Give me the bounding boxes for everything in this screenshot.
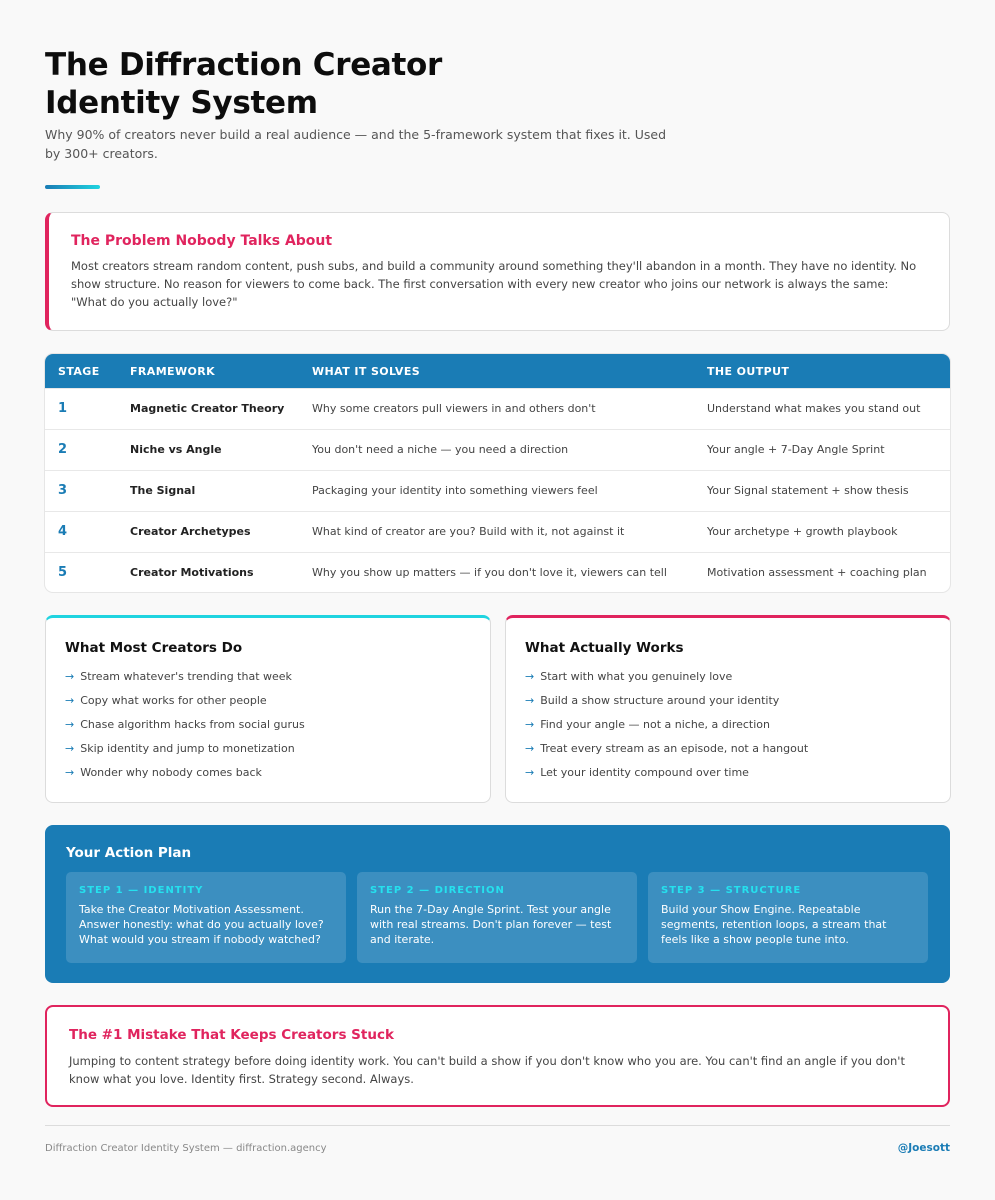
problem-body: Most creators stream random content, push subs, and build a community around something they'll abandon in a month. They have no identity. No show structure. No reason for viewers to come back. The first conversation with every new creator who joins our network is always the same: "What do you actually love?"	[71, 259, 917, 309]
framework-name: Niche vs Angle	[130, 443, 222, 456]
framework-name: Creator Archetypes	[130, 525, 251, 538]
page-subtitle: Why 90% of creators never build a real audience — and the 5-framework system that fixes it. Used by 300+ creators.	[45, 127, 667, 161]
arrow-right-icon: →	[65, 766, 75, 779]
list-item-text: Wonder why nobody comes back	[80, 766, 262, 779]
step-label: STEP 3 — STRUCTURE	[661, 885, 802, 896]
step-text: Build your Show Engine. Repeatable segments, retention loops, a stream that feels like a show people tune into.	[661, 903, 887, 946]
list-item-text: Treat every stream as an episode, not a hangout	[540, 742, 809, 755]
problem-heading: The Problem Nobody Talks About	[71, 233, 333, 249]
solves-text: You don't need a niche — you need a direction	[312, 443, 569, 456]
table-header	[45, 354, 950, 388]
list-item	[525, 694, 931, 718]
list-item	[65, 742, 471, 766]
list-item-text: Chase algorithm hacks from social gurus	[80, 718, 305, 731]
step-card-identity	[66, 872, 346, 963]
header-output: THE OUTPUT	[707, 365, 790, 378]
output-text: Your angle + 7-Day Angle Sprint	[707, 443, 885, 456]
list-item-text: Copy what works for other people	[80, 694, 267, 707]
output-text: Your archetype + growth playbook	[707, 525, 898, 538]
list-item	[525, 742, 931, 766]
list-item-text: Start with what you genuinely love	[540, 670, 733, 683]
table-row	[45, 470, 950, 511]
arrow-right-icon: →	[525, 694, 535, 707]
list-item-text: Skip identity and jump to monetization	[80, 742, 295, 755]
footer-divider	[45, 1125, 950, 1126]
header-framework: FRAMEWORK	[130, 365, 216, 378]
mistake-body: Jumping to content strategy before doing identity work. You can't build a show if you don't know who you are. You can't find an angle if you don't know what you love. Identity first. Strategy second. Always.	[69, 1054, 905, 1086]
stage-number: 4	[58, 524, 68, 539]
arrow-right-icon: →	[525, 670, 535, 683]
table-row	[45, 388, 950, 429]
output-text: Motivation assessment + coaching plan	[707, 566, 927, 579]
list-item	[65, 718, 471, 742]
solves-text: Why you show up matters — if you don't love it, viewers can tell	[312, 566, 667, 579]
arrow-right-icon: →	[525, 718, 535, 731]
stage-number: 1	[58, 401, 68, 416]
stage-number: 3	[58, 483, 68, 498]
most-creators-list	[65, 670, 471, 790]
stage-number: 2	[58, 442, 68, 457]
action-plan-heading: Your Action Plan	[66, 845, 192, 861]
list-item	[525, 766, 931, 790]
framework-name: Creator Motivations	[130, 566, 254, 579]
stage-number: 5	[58, 565, 68, 580]
step-text: Run the 7-Day Angle Sprint. Test your angle with real streams. Don't plan forever — test and iterate.	[370, 903, 612, 946]
step-card-direction	[357, 872, 637, 963]
solves-text: What kind of creator are you? Build with it, not against it	[312, 525, 625, 538]
arrow-right-icon: →	[525, 742, 535, 755]
what-works-heading: What Actually Works	[525, 640, 684, 656]
header-stage: STAGE	[58, 365, 100, 378]
framework-table	[45, 354, 950, 592]
list-item-text: Stream whatever's trending that week	[80, 670, 292, 683]
output-text: Your Signal statement + show thesis	[707, 484, 909, 497]
arrow-right-icon: →	[65, 694, 75, 707]
table-row	[45, 429, 950, 470]
list-item-text: Find your angle — not a niche, a direction	[540, 718, 770, 731]
table-row	[45, 511, 950, 552]
step-label: STEP 1 — IDENTITY	[79, 885, 204, 896]
arrow-right-icon: →	[65, 718, 75, 731]
step-label: STEP 2 — DIRECTION	[370, 885, 505, 896]
accent-divider	[45, 185, 100, 189]
step-card-structure	[648, 872, 928, 963]
list-item	[65, 766, 471, 790]
action-steps	[66, 872, 929, 963]
list-item	[525, 718, 931, 742]
output-text: Understand what makes you stand out	[707, 402, 921, 415]
most-creators-heading: What Most Creators Do	[65, 640, 243, 656]
page-title: The Diffraction Creator Identity System	[45, 47, 443, 121]
table-row	[45, 552, 950, 592]
mistake-heading: The #1 Mistake That Keeps Creators Stuck	[69, 1027, 394, 1043]
solves-text: Why some creators pull viewers in and others don't	[312, 402, 596, 415]
list-item	[65, 694, 471, 718]
mistake-callout	[45, 1005, 950, 1107]
framework-name: Magnetic Creator Theory	[130, 402, 285, 415]
framework-name: The Signal	[130, 484, 196, 497]
arrow-right-icon: →	[65, 742, 75, 755]
header-solves: WHAT IT SOLVES	[312, 365, 421, 378]
what-works-card	[505, 615, 951, 803]
problem-callout	[45, 212, 950, 331]
footer-handle[interactable]: @Joesott	[897, 1142, 950, 1154]
step-text: Take the Creator Motivation Assessment. Answer honestly: what do you actually love? What would you stream if nobody watched?	[79, 903, 324, 946]
list-item-text: Let your identity compound over time	[540, 766, 749, 779]
arrow-right-icon: →	[525, 766, 535, 779]
what-works-list	[525, 670, 931, 790]
action-plan	[45, 825, 950, 983]
most-creators-card	[45, 615, 491, 803]
arrow-right-icon: →	[65, 670, 75, 683]
footer-credit: Diffraction Creator Identity System — diffraction.agency	[45, 1143, 327, 1154]
list-item	[525, 670, 931, 694]
solves-text: Packaging your identity into something viewers feel	[312, 484, 598, 497]
list-item-text: Build a show structure around your identity	[540, 694, 780, 707]
list-item	[65, 670, 471, 694]
